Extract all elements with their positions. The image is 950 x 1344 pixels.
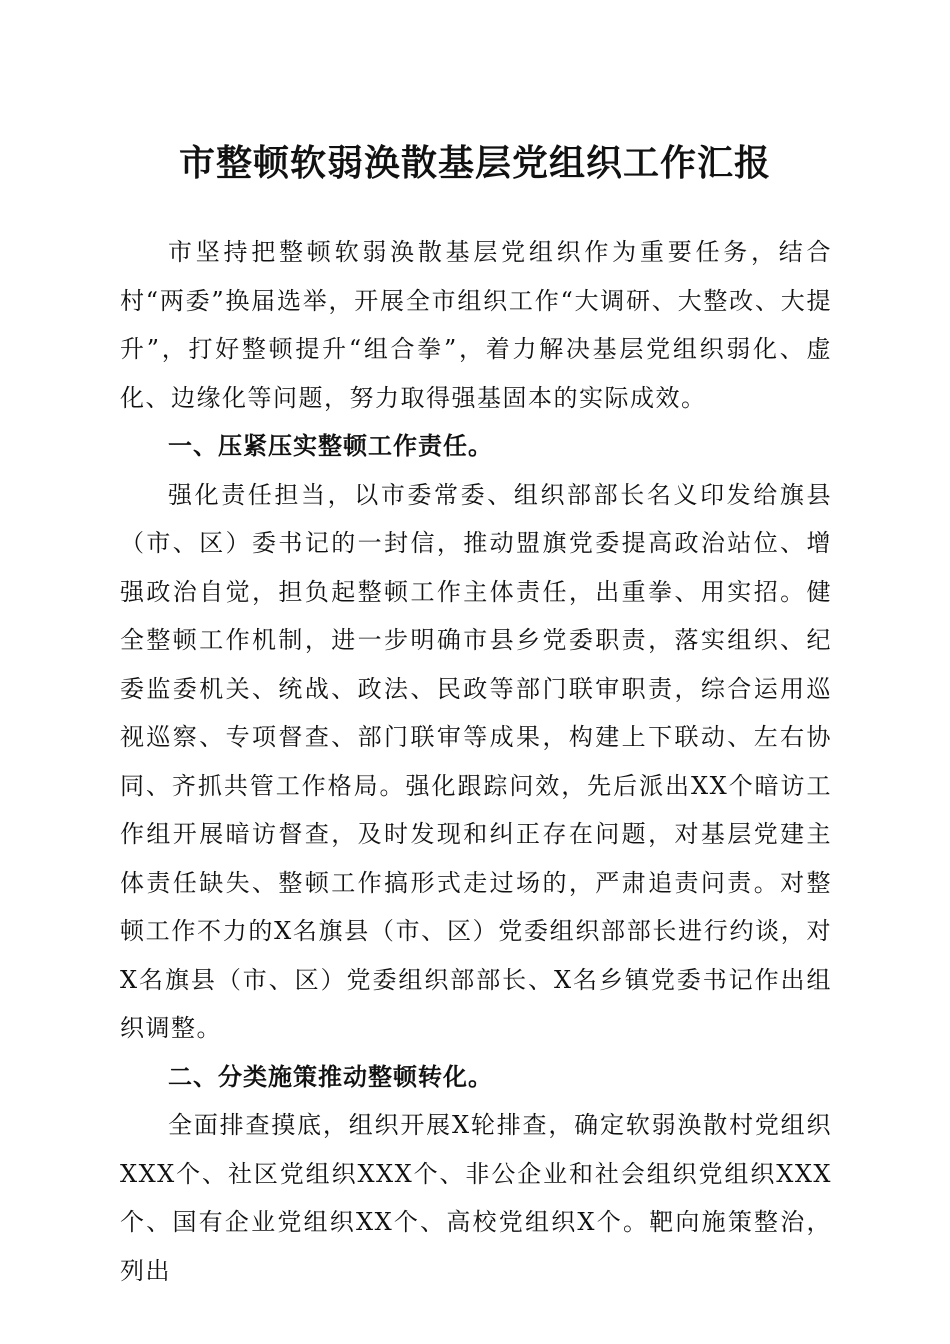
section-2-heading: 二、分类施策推动整顿转化。 <box>168 1062 493 1091</box>
intro-paragraph: 市坚持把整顿软弱涣散基层党组织作为重要任务，结合村“两委”换届选举，开展全市组织工作“大调研、大整改、大提升”，打好整顿提升“组合拳”，着力解决基层党组织弱化、虚化、边缘化等问题，努力取得强基固本的实际成效。 <box>120 238 832 412</box>
section-1-heading: 一、压紧压实整顿工作责任。 <box>168 432 493 460</box>
document-body <box>120 228 832 1295</box>
document-title: 市整顿软弱涣散基层党组织工作汇报 <box>178 142 771 184</box>
section-1-paragraph: 强化责任担当，以市委常委、组织部部长名义印发给旗县（市、区）委书记的一封信，推动盟旗党委提高政治站位、增强政治自觉，担负起整顿工作主体责任，出重拳、用实招。健全整顿工作机制，进一步明确市县乡党委职责，落实组织、纪委监委机关、统战、政法、民政等部门联审职责，综合运用巡视巡察、专项督查、部门联审等成果，构建上下联动、左右协同、齐抓共管工作格局。强化跟踪问效，先后派出XX个暗访工作组开展暗访督查，及时发现和纠正存在问题，对基层党建主体责任缺失、整顿工作搞形式走过场的，严肃追责问责。对整顿工作不力的X名旗县（市、区）党委组织部部长进行约谈，对X名旗县（市、区）党委组织部部长、X名乡镇党委书记作出组织调整。 <box>120 480 832 1042</box>
section-2-paragraph: 全面排查摸底，组织开展X轮排查，确定软弱涣散村党组织XXX个、社区党组织XXX个、非公企业和社会组织党组织XXX个、国有企业党组织XX个、高校党组织X个。靶向施策整治，列出 <box>120 1111 832 1285</box>
